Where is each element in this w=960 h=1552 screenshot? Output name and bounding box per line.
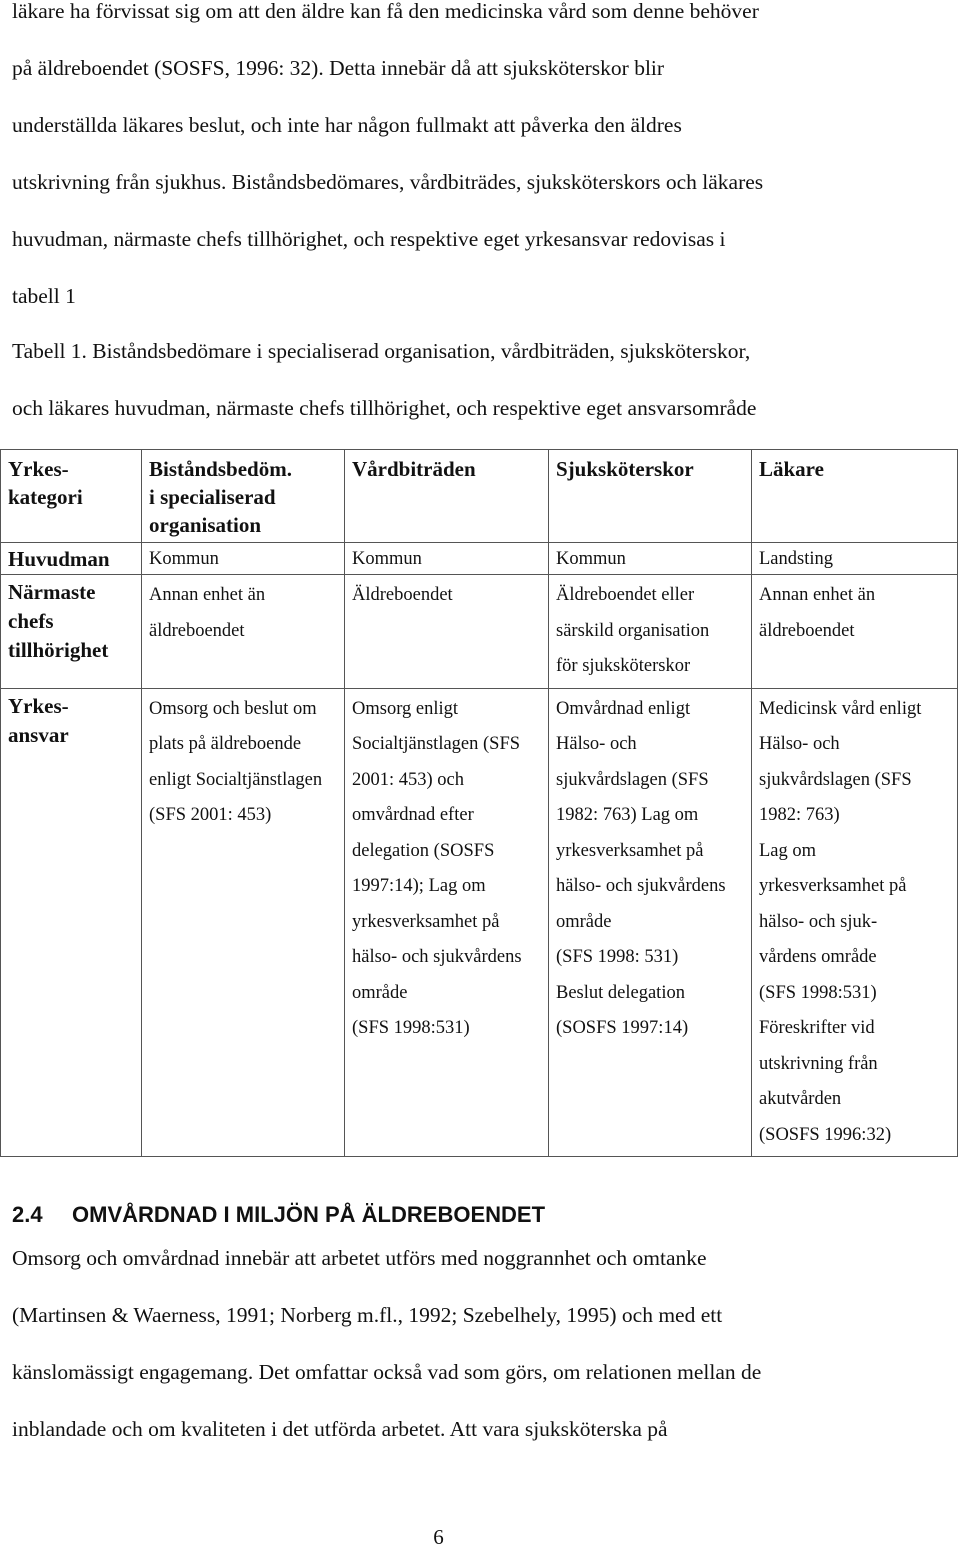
cell-text: Landsting	[759, 549, 833, 569]
cell-text: Sjuksköterskor	[556, 457, 694, 481]
text-line: inblandade och om kvaliteten i det utförda arbetet. Att vara sjuksköterska på	[12, 1417, 668, 1441]
cell-text: Annan enhet än	[149, 585, 266, 605]
caption-line: Tabell 1. Biståndsbedömare i specialiserad organisation, vårdbiträden, sjuksköterskor,	[12, 339, 751, 363]
cell-text: Vårdbiträden	[352, 457, 476, 481]
cell-text: Läkare	[759, 457, 824, 481]
cell-text: omvårdnad efter	[352, 805, 474, 825]
cell-text: Hälso- och	[556, 734, 637, 754]
cell-text: plats på äldreboende	[149, 734, 302, 754]
text-line: (Martinsen & Waerness, 1991; Norberg m.fl., 1992; Szebelhely, 1995) och med ett	[12, 1303, 723, 1327]
table-cell	[752, 688, 958, 1157]
table-cell	[549, 575, 752, 689]
cell-text: (SFS 2001: 453)	[149, 805, 272, 825]
cell-text: yrkesverksamhet på	[759, 876, 907, 896]
cell-text: (SFS 1998:531)	[759, 982, 877, 1003]
row-label-manager	[1, 575, 142, 689]
text-line: utskrivning från sjukhus. Biståndsbedömares, vårdbiträdes, sjuksköterskors och läkares	[12, 170, 764, 194]
table-cell	[752, 543, 958, 575]
cell-text: 1982: 763)	[759, 805, 840, 825]
section-heading	[12, 1200, 545, 1230]
cell-text: utskrivning från	[759, 1053, 878, 1074]
cell-text: (SFS 1998:531)	[352, 1018, 470, 1038]
cell-text: Omsorg och beslut om	[149, 698, 317, 719]
cell-text: Yrkes-	[8, 693, 69, 718]
text-line: känslomässigt engagemang. Det omfattar också vad som görs, om relationen mellan de	[12, 1360, 762, 1384]
cell-text: yrkesverksamhet på	[556, 840, 704, 861]
cell-text: Hälso- och	[759, 734, 840, 754]
text-line: läkare ha förvissat sig om att den äldre kan få den medicinska vård som denne behöver	[12, 0, 759, 23]
table-row	[1, 575, 958, 689]
cell-text: (SOSFS 1997:14)	[556, 1018, 689, 1038]
cell-text: hälso- och sjukvårdens	[556, 876, 726, 896]
page-number: 6	[433, 1525, 444, 1549]
cell-text: kategori	[8, 485, 83, 509]
section-paragraph	[12, 1230, 952, 1458]
cell-text: vårdens område	[759, 947, 877, 967]
table-cell	[345, 688, 549, 1157]
table-caption	[12, 323, 952, 437]
section-number: 2.4	[12, 1202, 43, 1227]
text-line: tabell 1	[12, 284, 76, 308]
header-cell-care-assistants	[345, 450, 549, 543]
table-cell	[142, 543, 345, 575]
cell-text: (SOSFS 1996:32)	[759, 1124, 892, 1145]
cell-text: Äldreboendet eller	[556, 585, 695, 605]
cell-text: Annan enhet än	[759, 585, 876, 605]
cell-text: ansvar	[8, 722, 69, 747]
table-header-row	[1, 450, 958, 543]
cell-text: Yrkes-	[8, 457, 69, 481]
table-cell	[142, 575, 345, 689]
intro-paragraph	[12, 0, 952, 325]
cell-text: Äldreboendet	[352, 585, 453, 605]
cell-text: yrkesverksamhet på	[352, 911, 500, 932]
cell-text: hälso- och sjukvårdens	[352, 947, 522, 967]
cell-text: 2001: 453) och	[352, 769, 465, 790]
cell-text: Beslut delegation	[556, 982, 685, 1003]
cell-text: äldreboendet	[759, 620, 855, 641]
cell-text: Biståndsbedöm.	[149, 457, 292, 481]
cell-text: akutvården	[759, 1089, 842, 1109]
cell-text: (SFS 1998: 531)	[556, 947, 679, 967]
cell-text: tillhörighet	[8, 638, 109, 662]
cell-text: 1982: 763) Lag om	[556, 805, 699, 825]
cell-text: chefs	[8, 609, 54, 633]
cell-text: Lag om	[759, 840, 817, 861]
section-title: OMVÅRDNAD I MILJÖN PÅ ÄLDREBOENDET	[72, 1202, 546, 1227]
cell-text: enligt Socialtjänstlagen	[149, 769, 323, 790]
cell-text: Socialtjänstlagen (SFS	[352, 734, 521, 754]
cell-text: Huvudman	[8, 547, 110, 571]
table-cell	[549, 688, 752, 1157]
row-label-principal	[1, 543, 142, 575]
cell-text: Föreskrifter vid	[759, 1018, 875, 1038]
text-line: huvudman, närmaste chefs tillhörighet, och respektive eget yrkesansvar redovisas i	[12, 227, 726, 251]
table-cell	[752, 575, 958, 689]
responsibility-table	[0, 449, 958, 1157]
row-label-responsibility	[1, 688, 142, 1157]
cell-text: i specialiserad	[149, 485, 276, 509]
cell-text: Kommun	[352, 549, 422, 569]
header-cell-category	[1, 450, 142, 543]
cell-text: Närmaste	[8, 580, 96, 604]
cell-text: hälso- och sjuk-	[759, 911, 878, 932]
table-cell	[549, 543, 752, 575]
cell-text: delegation (SOSFS	[352, 840, 495, 861]
caption-line: och läkares huvudman, närmaste chefs tillhörighet, och respektive eget ansvarsområde	[12, 396, 757, 420]
header-cell-assessor	[142, 450, 345, 543]
cell-text: område	[352, 982, 408, 1003]
header-cell-physicians	[752, 450, 958, 543]
cell-text: 1997:14); Lag om	[352, 876, 486, 896]
cell-text: Kommun	[556, 549, 626, 569]
cell-text: Kommun	[149, 549, 219, 569]
table-cell	[142, 688, 345, 1157]
cell-text: för sjuksköterskor	[556, 656, 691, 676]
text-line: på äldreboendet (SOSFS, 1996: 32). Detta innebär då att sjuksköterskor blir	[12, 56, 665, 80]
table-row	[1, 543, 958, 575]
cell-text: Omvårdnad enligt	[556, 698, 691, 719]
cell-text: särskild organisation	[556, 620, 710, 641]
text-line: Omsorg och omvårdnad innebär att arbetet utförs med noggrannhet och omtanke	[12, 1246, 707, 1270]
table-cell	[345, 543, 549, 575]
cell-text: sjukvårdslagen (SFS	[759, 769, 912, 790]
text-line: underställda läkares beslut, och inte har någon fullmakt att påverka den äldres	[12, 113, 682, 137]
cell-text: Medicinsk vård enligt	[759, 698, 922, 719]
header-cell-nurses	[549, 450, 752, 543]
cell-text: organisation	[149, 513, 262, 537]
table-cell	[345, 575, 549, 689]
cell-text: äldreboendet	[149, 620, 245, 641]
cell-text: Omsorg enligt	[352, 698, 459, 719]
table-row	[1, 688, 958, 1157]
cell-text: område	[556, 911, 612, 932]
cell-text: sjukvårdslagen (SFS	[556, 769, 709, 790]
